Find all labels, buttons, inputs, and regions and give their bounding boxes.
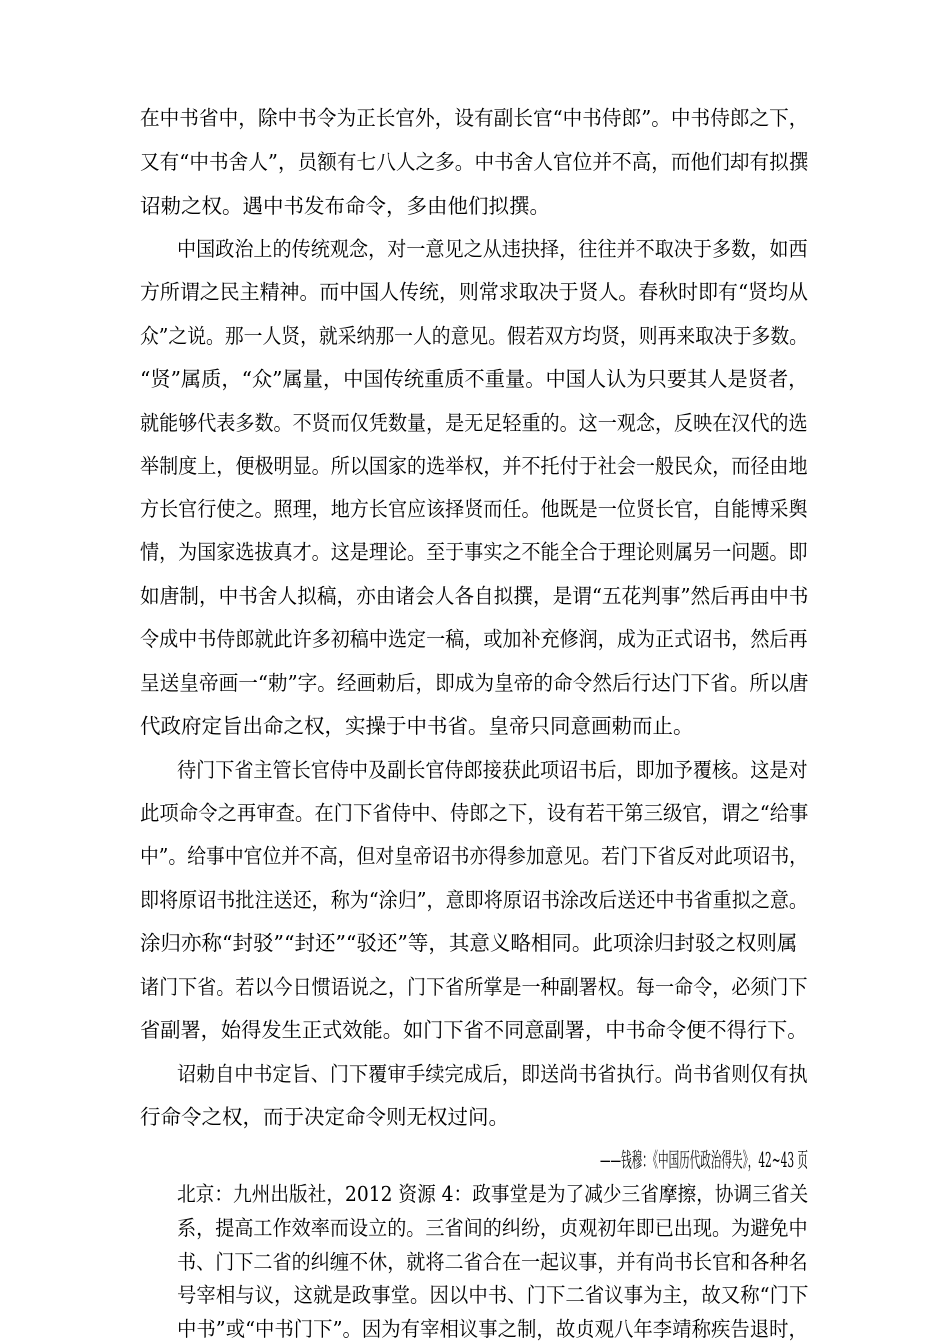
text-line: 涂归亦称“封驳”“封还”“驳还”等，其意义略相同。此项涂归封驳之权则属 (140, 931, 798, 955)
text-line: 诏勅之权。遇中书发布命令，多由他们拟撰。 (140, 194, 550, 218)
text-line: 省副署，始得发生正式效能。如门下省不同意副署，中书命令便不得行下。 (140, 1018, 808, 1042)
text-line: 书、门下二省的纠缠不休，就将二省合在一起议事，并有尚书长官和各种名 (177, 1249, 808, 1274)
citation: ——钱穆：《中国历代政治得失》，42~43 页 (600, 1148, 808, 1172)
text-line: 方所谓之民主精神。而中国人传统，则常求取决于贤人。春秋时即有“贤均从 (140, 280, 808, 304)
text-line: 如唐制，中书舍人拟稿，亦由诸会人各自拟撰，是谓“五花判事”然后再由中书 (140, 584, 809, 608)
text-line: 令成中书侍郎就此许多初稿中选定一稿，或加补充修润，成为正式诏书，然后再 (140, 627, 808, 651)
text-line: 呈送皇帝画一“勅”字。经画勅后，即成为皇帝的命令然后行达门下省。所以唐 (140, 671, 809, 695)
text-line: “贤”属质，“众”属量，中国传统重质不重量。中国人认为只要其人是贤者， (140, 367, 809, 391)
text-line: 举制度上，便极明显。所以国家的选举权，并不托付于社会一般民众，而径由地 (140, 454, 808, 478)
text-line: 中”。给事中官位并不高，但对皇帝诏书亦得参加意见。若门下省反对此项诏书， (140, 844, 808, 868)
text-line: 代政府定旨出命之权，实操于中书省。皇帝只同意画勅而止。 (140, 714, 694, 738)
text-line: 就能够代表多数。不贤而仅凭数量，是无足轻重的。这一观念，反映在汉代的选 (140, 411, 808, 435)
text-line: 系，提高工作效率而设立的。三省间的纠纷，贞观初年即已出现。为避免中 (177, 1216, 808, 1241)
text-line: 中书”或“中书门下”。因为有宰相议事之制，故贞观八年李靖称疾告退时， (177, 1317, 808, 1341)
text-line: 号宰相与议，这就是政事堂。因以中书、门下二省议事为主，故又称“门下 (177, 1283, 809, 1308)
text-line: 北京：九州出版社，2012 资源 4：政事堂是为了减少三省摩擦，协调三省关 (177, 1181, 809, 1206)
text-line: 待门下省主管长官侍中及副长官侍郎接获此项诏书后，即加予覆核。这是对 (177, 758, 808, 782)
text-line: 中国政治上的传统观念，对一意见之从违抉择，往往并不取决于多数，如西 (177, 237, 808, 261)
text-line: 此项命令之再审查。在门下省侍中、侍郎之下，设有若干第三级官，谓之“给事 (140, 801, 809, 825)
text-line: 情，为国家选拔真才。这是理论。至于事实之不能全合于理论则属另一问题。即 (140, 540, 808, 564)
text-line: 即将原诏书批注送还，称为“涂归”，意即将原诏书涂改后送还中书省重拟之意。 (140, 888, 808, 912)
text-line: 又有“中书舍人”，员额有七八人之多。中书舍人官位并不高，而他们却有拟撰 (140, 150, 809, 174)
text-line: 诏勅自中书定旨、门下覆审手续完成后，即送尚书省执行。尚书省则仅有执 (177, 1062, 808, 1086)
text-line: 行命令之权，而于决定命令则无权过问。 (140, 1105, 509, 1129)
text-line: 诸门下省。若以今日惯语说之，门下省所掌是一种副署权。每一命令，必须门下 (140, 975, 808, 999)
text-line: 在中书省中，除中书令为正长官外，设有副长官“中书侍郎”。中书侍郎之下， (140, 106, 809, 130)
text-line: 众”之说。那一人贤，就采纳那一人的意见。假若双方均贤，则再来取决于多数。 (140, 324, 808, 348)
text-line: 方长官行使之。照理，地方长官应该择贤而任。他既是一位贤长官，自能博采舆 (140, 497, 808, 521)
